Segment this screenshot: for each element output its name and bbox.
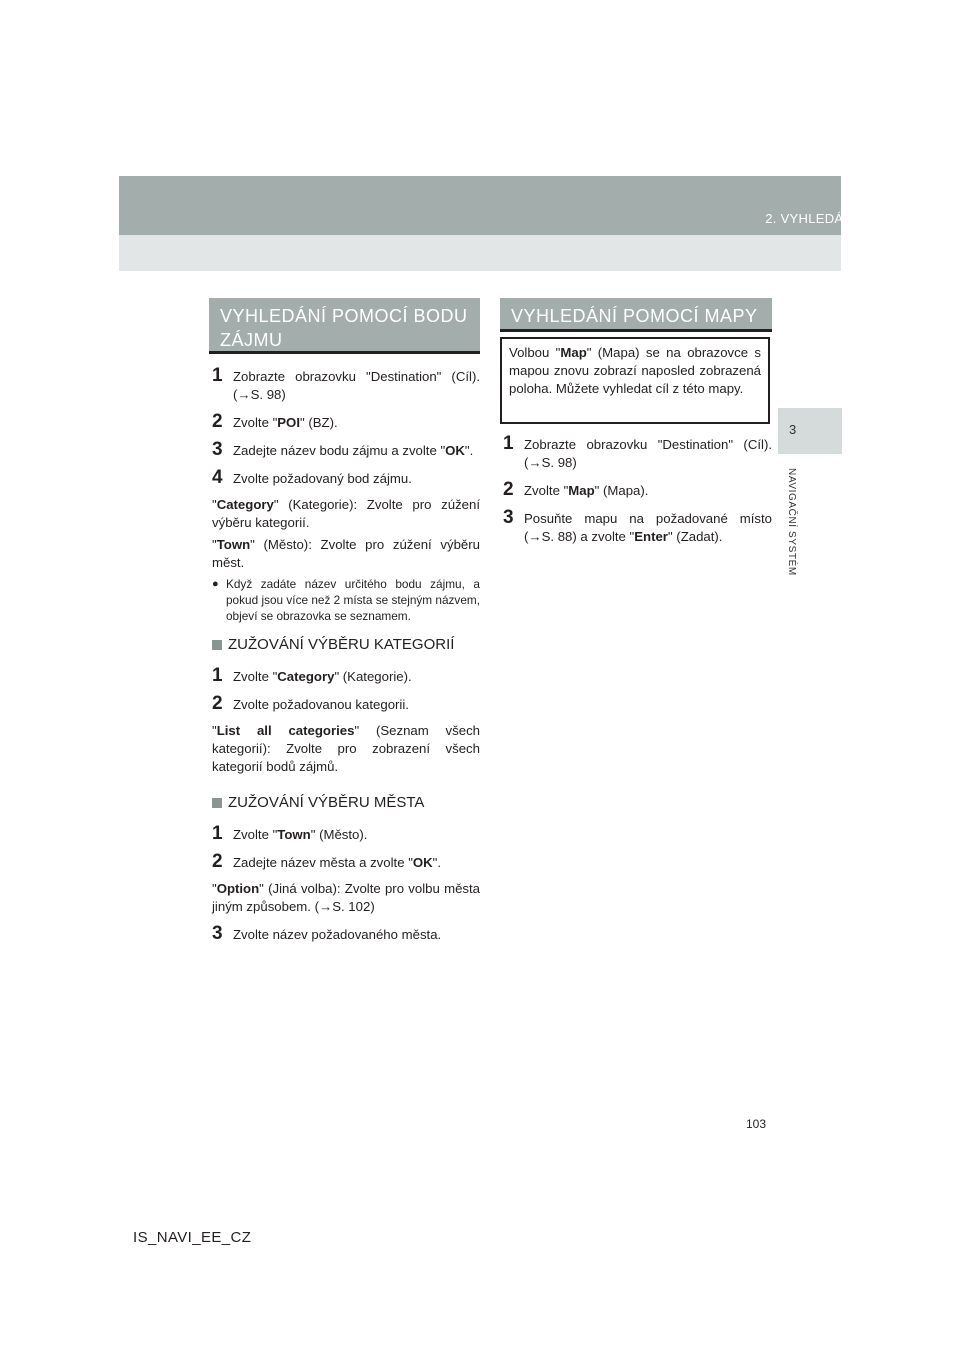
step-item: 2 Zvolte "POI" (BZ). xyxy=(212,411,338,432)
step-item: 1 Zvolte "Town" (Město). xyxy=(212,823,368,844)
chapter-title: NAVIGAČNÍ SYSTÉM xyxy=(786,468,797,576)
list-all-note: "List all categories" (Seznam všech kategorií): Zvolte pro zobrazení všech kategorií bodů zájmů. xyxy=(212,723,481,774)
page-number: 103 xyxy=(746,1117,767,1131)
square-bullet-icon xyxy=(212,798,222,808)
left-column xyxy=(212,366,480,952)
step-item: 1 Zobrazte obrazovku "Destination" (Cíl). (→S. 98) xyxy=(212,365,480,402)
town-note: "Town" (Město): Zvolte pro zúžení výběru měst. xyxy=(212,537,480,570)
category-note: "Category" (Kategorie): Zvolte pro zúžení výběru kategorií. xyxy=(212,497,480,530)
subsection-heading: ZUŽOVÁNÍ VÝBĚRU KATEGORIÍ xyxy=(212,636,480,654)
map-section-heading: VYHLEDÁNÍ POMOCÍ MAPY xyxy=(500,298,772,332)
step-item: 3 Posuňte mapu na požadované místo (→S. 88) a zvolte "Enter" (Zadat). xyxy=(503,507,772,544)
step-item: 1 Zvolte "Category" (Kategorie). xyxy=(212,665,412,686)
step-item: 2 Zvolte "Map" (Mapa). xyxy=(503,479,649,500)
step-item: 1 Zobrazte obrazovku "Destination" (Cíl). (→S. 98) xyxy=(503,433,772,470)
step-item: 2 Zadejte název města a zvolte "OK". xyxy=(212,851,442,872)
bullet-icon: ● xyxy=(212,578,219,590)
option-note: "Option" (Jiná volba): Zvolte pro volbu města jiným způsobem. (→S. 102) xyxy=(212,881,480,914)
chapter-number: 3 xyxy=(789,422,797,437)
bullet-note: ● Když zadáte název určitého bodu zájmu, a pokud jsou více než 2 místa se stejným názvem, objeví se obrazovka se seznamem. xyxy=(212,577,480,623)
step-item: 3 Zvolte název požadovaného města. xyxy=(212,923,442,944)
step-item: 2 Zvolte požadovanou kategorii. xyxy=(212,693,409,714)
square-bullet-icon xyxy=(212,640,222,650)
step-item: 4 Zvolte požadovaný bod zájmu. xyxy=(212,467,412,488)
section-title: 2. VYHLEDÁNÍ CÍLE xyxy=(765,211,891,226)
info-box: Volbou "Map" (Mapa) se na obrazovce s mapou znovu zobrazí naposled zobrazená poloha. Můžete vyhledat cíl z této mapy. xyxy=(500,337,770,424)
right-column xyxy=(503,434,772,554)
chapter-tab xyxy=(778,408,842,454)
header-bar xyxy=(119,176,841,235)
step-item: 3 Zadejte název bodu zájmu a zvolte "OK". xyxy=(212,439,474,460)
document-code: IS_NAVI_EE_CZ xyxy=(133,1229,252,1246)
header-strip xyxy=(119,235,841,271)
subsection-heading: ZUŽOVÁNÍ VÝBĚRU MĚSTA xyxy=(212,794,480,812)
poi-section-heading: VYHLEDÁNÍ POMOCÍ BODU ZÁJMU xyxy=(209,298,480,354)
